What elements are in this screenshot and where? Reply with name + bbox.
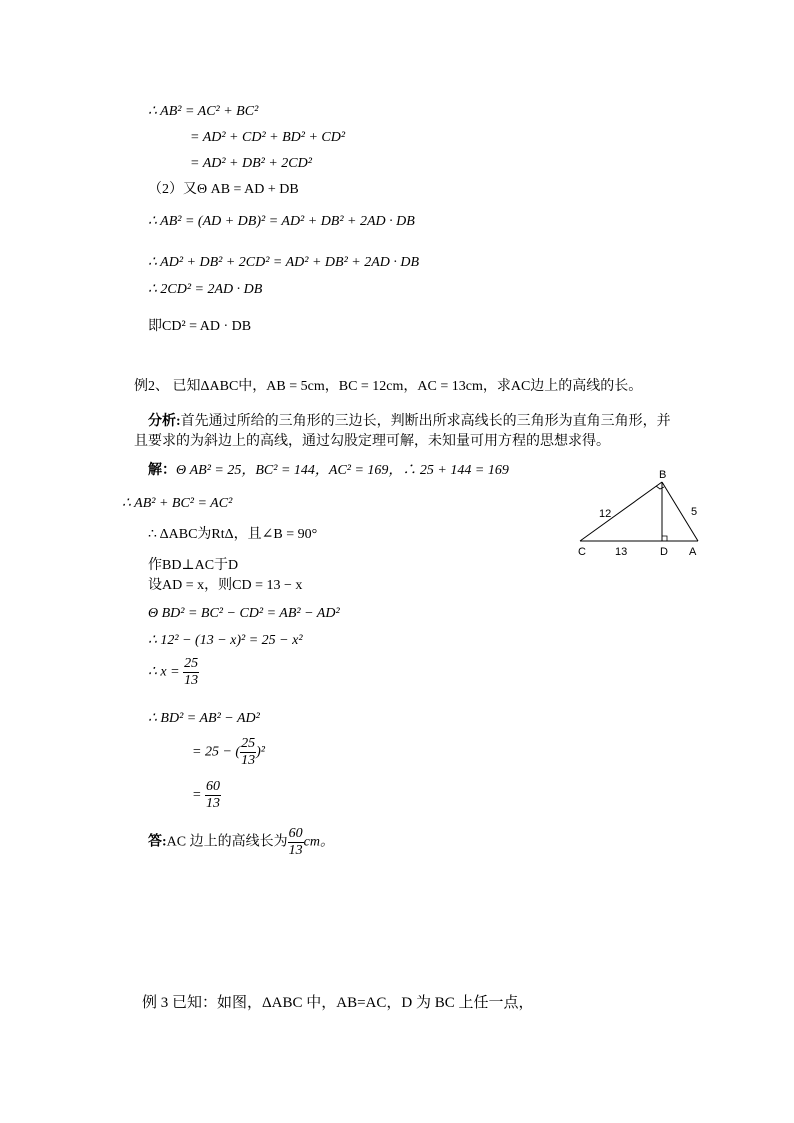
proof-line-5: ∴ AB² = (AD + DB)² = AD² + DB² + 2AD · DB bbox=[148, 214, 415, 229]
fraction-numerator: 25 bbox=[184, 656, 199, 671]
vertex-label-b: B bbox=[659, 469, 667, 481]
fraction-denominator: 13 bbox=[241, 753, 256, 768]
vertex-label-a: A bbox=[689, 546, 697, 558]
example2-title: 例2、 已知ΔABC中，AB = 5cm，BC = 12cm，AC = 13cm，求AC边上的高线的长。 bbox=[134, 379, 643, 394]
proof-line-2: = AD² + CD² + BD² + CD² bbox=[190, 130, 346, 145]
expr-suffix: )² bbox=[256, 744, 265, 760]
proof-line-4: （2）又Θ AB = AD + DB bbox=[148, 182, 299, 197]
solution-line-11 bbox=[192, 779, 221, 812]
proof-line-3: = AD² + DB² + 2CD² bbox=[190, 156, 312, 171]
fraction-25-13 bbox=[240, 736, 256, 769]
triangle-figure bbox=[570, 467, 710, 562]
right-angle-mark-d bbox=[662, 536, 667, 541]
solution-line-3: ∴ ΔABC为RtΔ，且∠B = 90° bbox=[148, 527, 318, 542]
analysis-label: 分析: bbox=[148, 414, 181, 429]
solution-line-8 bbox=[148, 656, 199, 689]
analysis-text-1: 首先通过所给的三角形的三边长，判断出所求高线长的三角形为直角三角形，并 bbox=[180, 414, 671, 429]
answer-label: 答: bbox=[148, 834, 167, 850]
answer-unit: cm。 bbox=[303, 834, 334, 850]
solution-line-7: ∴ 12² − (13 − x)² = 25 − x² bbox=[148, 633, 303, 648]
expr-prefix: = 25 − ( bbox=[192, 744, 241, 760]
fraction-60-13 bbox=[205, 779, 221, 812]
solution-line-6: Θ BD² = BC² − CD² = AB² − AD² bbox=[148, 606, 340, 621]
proof-line-6: ∴ AD² + DB² + 2CD² = AD² + DB² + 2AD · DB bbox=[148, 255, 420, 270]
foot-label-d: D bbox=[660, 546, 668, 558]
side-cb bbox=[580, 482, 662, 541]
solution-line-10 bbox=[192, 736, 265, 769]
example3-text: 例 3 已知：如图，ΔABC 中，AB=AC，D 为 BC 上任一点， bbox=[142, 995, 534, 1011]
fraction-numerator: 60 bbox=[288, 826, 303, 841]
side-label-ab: 5 bbox=[691, 506, 698, 518]
side-label-bc: 12 bbox=[599, 508, 612, 520]
fraction-denominator: 13 bbox=[205, 796, 220, 811]
solution-line-2: ∴ AB² + BC² = AC² bbox=[122, 496, 233, 511]
solution-text-1: Θ AB² = 25，BC² = 144，AC² = 169，∴ 25 + 144 = 169 bbox=[176, 463, 509, 478]
fraction-denominator: 13 bbox=[288, 843, 303, 858]
solution-line-1 bbox=[148, 462, 509, 480]
fraction-numerator: 60 bbox=[205, 779, 220, 794]
fraction-numerator: 25 bbox=[241, 736, 256, 751]
answer-text: AC 边上的高线长为 bbox=[166, 834, 288, 850]
proof-line-7: ∴ 2CD² = 2AD · DB bbox=[148, 282, 263, 297]
x-equals: ∴ x = bbox=[148, 664, 180, 680]
fraction-60-13 bbox=[288, 826, 304, 859]
right-angle-mark-b bbox=[656, 486, 664, 489]
proof-line-1: ∴ AB² = AC² + BC² bbox=[148, 104, 259, 119]
proof-line-8: 即CD² = AD · DB bbox=[148, 319, 252, 334]
answer-line bbox=[148, 826, 334, 859]
fraction-25-13 bbox=[183, 656, 199, 689]
solution-line-9: ∴ BD² = AB² − AD² bbox=[148, 711, 260, 726]
vertex-label-c: C bbox=[578, 546, 586, 558]
side-label-cd: 13 bbox=[615, 546, 628, 558]
solution-line-5: 设AD = x，则CD = 13 − x bbox=[148, 578, 303, 593]
analysis-line-2: 且要求的为斜边上的高线，通过勾股定理可解，未知量可用方程的思想求得。 bbox=[134, 434, 610, 449]
solution-label: 解： bbox=[148, 463, 176, 478]
analysis-line-1 bbox=[148, 413, 671, 431]
fraction-denominator: 13 bbox=[184, 673, 199, 688]
equals-sign: = bbox=[192, 787, 202, 803]
solution-line-4: 作BD⊥AC于D bbox=[148, 558, 239, 573]
